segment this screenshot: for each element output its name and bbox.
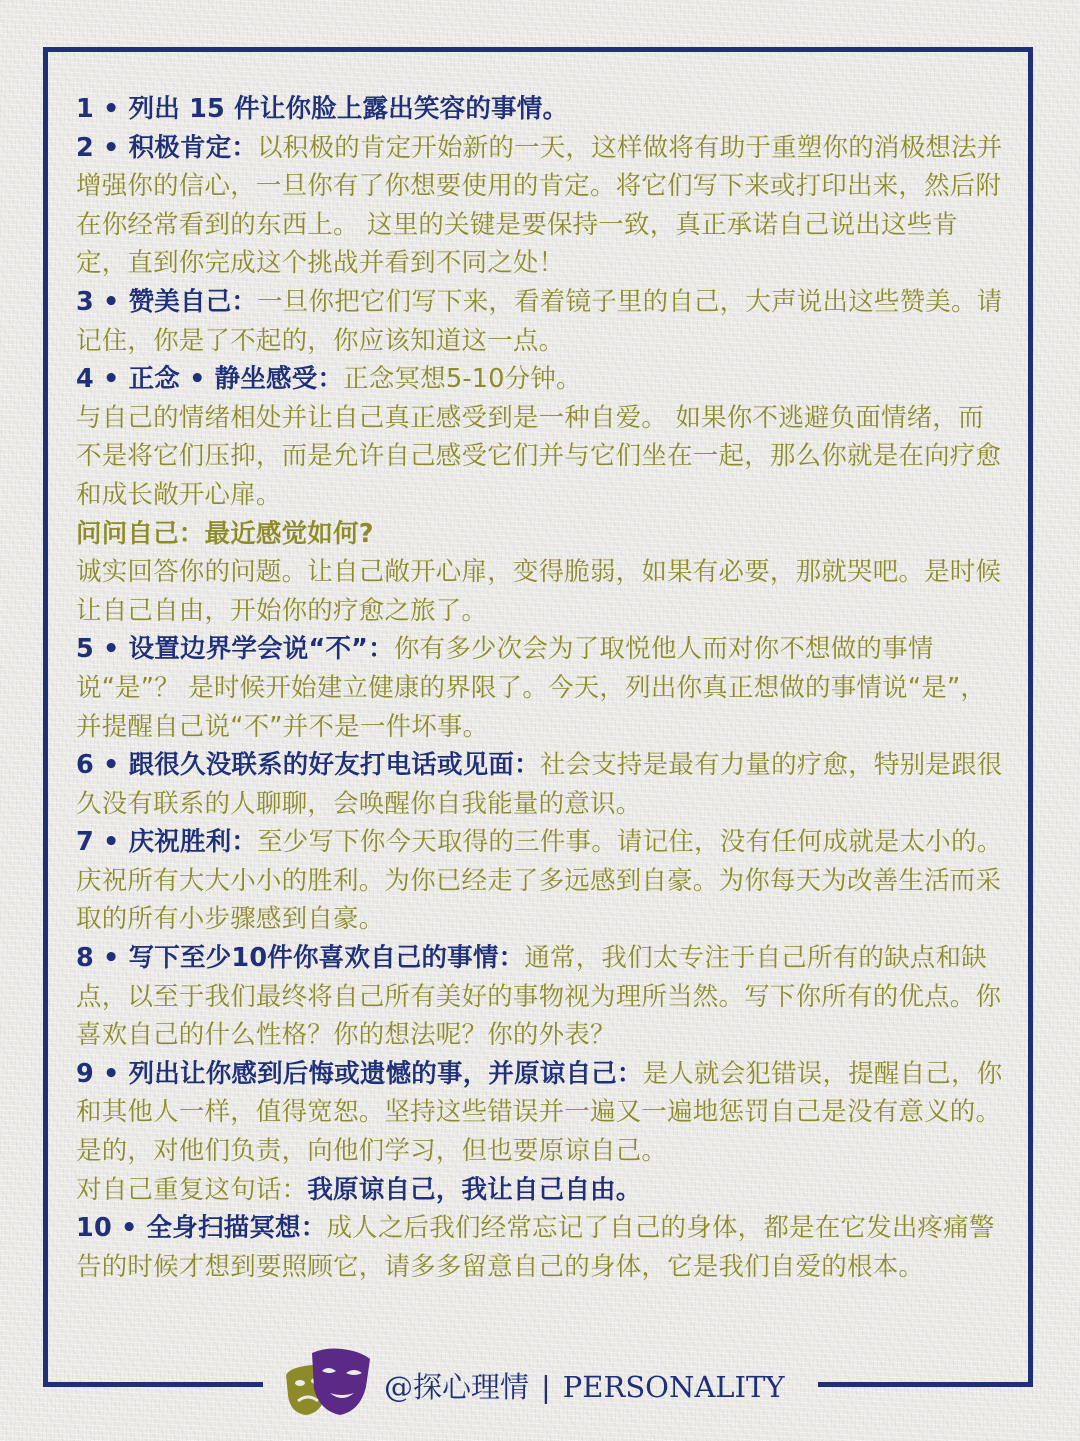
item-4: 4 • 正念 • 静坐感受：正念冥想5-10分钟。: [76, 364, 582, 395]
item-4-answer: 诚实回答你的问题。让自己敞开心扉，变得脆弱，如果有必要，那就哭吧。是时候让自己自由，开始你的疗愈之旅了。: [76, 557, 1002, 626]
brand-name: PERSONALITY: [562, 1369, 785, 1404]
item-9-paragraph: 是的，对他们负责，向他们学习，但也要原谅自己。: [76, 1136, 668, 1167]
footer: [282, 1345, 812, 1425]
article-body: [76, 90, 1006, 1286]
brand-line: [384, 1365, 784, 1406]
item-6: 6 • 跟很久没联系的好友打电话或见面：社会支持是最有力量的疗愈，特别是跟很久没有联系的人聊聊，会唤醒你自我能量的意识。: [76, 750, 1003, 819]
separator: |: [541, 1369, 551, 1404]
item-9: 9 • 列出让你感到后悔或遗憾的事，并原谅自己：是人就会犯错误，提醒自己，你和其他人一样，值得宽恕。坚持这些错误并一遍又一遍地惩罚自己是没有意义的。: [76, 1058, 1003, 1128]
item-5: 5 • 设置边界学会说“不”：你有多少次会为了取悦他人而对你不想做的事情说“是”？ 是时候开始建立健康的界限了。今天，列出你真正想做的事情说“是”，并提醒自己说“不”并不是一件坏事。: [76, 634, 987, 742]
frame-bottom-left: [43, 1382, 263, 1387]
item-7: 7 • 庆祝胜利：至少写下你今天取得的三件事。请记住，没有任何成就是太小的。庆祝所有大大小小的胜利。为你已经走了多远感到自豪。为你每天为改善生活而采取的所有小步骤感到自豪。: [76, 827, 1003, 935]
theater-masks-icon: [282, 1345, 378, 1425]
item-4-paragraph: 与自己的情绪相处并让自己真正感受到是一种自爱。 如果你不逃避负面情绪，而不是将它们压抑，而是允许自己感受它们并与它们坐在一起，那么你就是在向疗愈和成长敞开心扉。: [76, 402, 1002, 510]
item-9-mantra: 对自己重复这句话：我原谅自己，我让自己自由。: [76, 1174, 642, 1205]
account-handle: @探心理情: [384, 1369, 530, 1404]
item-2: 2 • 积极肯定：以积极的肯定开始新的一天，这样做将有助于重塑你的消极想法并增强你的信心，一旦你有了你想要使用的肯定。将它们写下来或打印出来，然后附在你经常看到的东西上。 这里的关键是要保持一致，真正承诺自己说出这些肯定，直到你完成这个挑战并看到不同之处！: [76, 132, 1003, 279]
item-3: 3 • 赞美自己：一旦你把它们写下来，看着镜子里的自己，大声说出这些赞美。请记住，你是了不起的，你应该知道这一点。: [76, 286, 1003, 356]
item-10: 10 • 全身扫描冥想：成人之后我们经常忘记了自己的身体，都是在它发出疼痛警告的时候才想到要照顾它，请多多留意自己的身体，它是我们自爱的根本。: [76, 1213, 995, 1282]
item-1: 1 • 列出 15 件让你脸上露出笑容的事情。: [76, 94, 569, 124]
item-8: 8 • 写下至少10件你喜欢自己的事情：通常，我们太专注于自己所有的缺点和缺点，以至于我们最终将自己所有美好的事物视为理所当然。写下你所有的优点。你喜欢自己的什么性格？你的想法呢？你的外表？: [76, 943, 1002, 1051]
frame-bottom-right: [818, 1382, 1033, 1387]
item-4-question: 问问自己：最近感觉如何?: [76, 518, 374, 549]
